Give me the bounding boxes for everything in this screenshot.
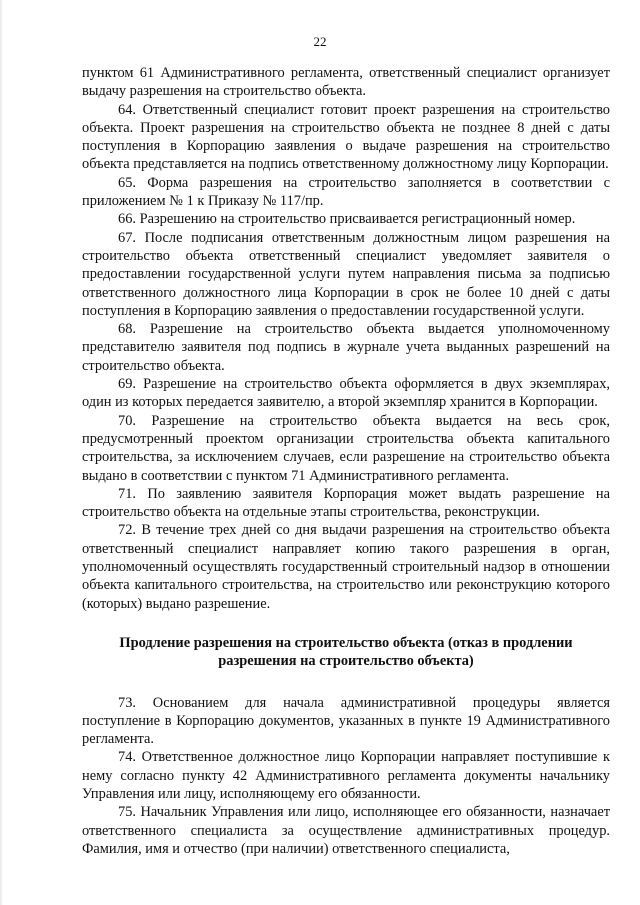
scan-edge <box>0 0 3 905</box>
section-title: Продление разрешения на строительство объекта (отказ в продлении разрешения на строительство объекта) <box>119 634 573 670</box>
paragraphs-top <box>82 64 610 613</box>
page-number: 22 <box>313 34 327 49</box>
paragraph-69: 69. Разрешение на строительство объекта оформляется в двух экземплярах, один из которых передается заявителю, а второй экземпляр хранится в Корпорации. <box>82 376 610 411</box>
paragraph-65: 65. Форма разрешения на строительство заполняется в соответствии с приложением № 1 к Приказу № 117/пр. <box>82 174 610 210</box>
paragraphs-bottom <box>82 694 610 859</box>
paragraph-74: 74. Ответственное должностное лицо Корпорации направляет поступившие к нему согласно пункту 42 Административного регламента документы начальнику Управления или лицу, исполняющему его обязанности. <box>82 749 610 802</box>
paragraph-66: 66. Разрешению на строительство присваивается регистрационный номер. <box>118 211 576 228</box>
paragraph-68: 68. Разрешение на строительство объекта выдается уполномоченному представителю заявителя под подпись в журнале учета выданных разрешений на строительство объекта. <box>82 321 610 374</box>
paragraph-72: 72. В течение трех дней со дня выдачи разрешения на строительство объекта ответственный специалист направляет копию такого разрешения в орган, уполномоченный осуществлять государственный строительный надзор в отношении объекта капитального строительства, на строительство или реконструкцию которого (которых) выдано разрешение. <box>82 522 610 612</box>
paragraph-75: 75. Начальник Управления или лицо, исполняющее его обязанности, назначает ответственного специалиста за осуществление административных процедур. Фамилия, имя и отчество (при наличии) ответственного специалиста, <box>82 804 610 857</box>
paragraph-70: 70. Разрешение на строительство объекта выдается на весь срок, предусмотренный проектом организации строительства объекта капитального строительства, за исключением случаев, если разрешение на строительство объекта выдано в соответствии с пунктом 71 Административного регламента. <box>82 412 610 484</box>
paragraph-64: 64. Ответственный специалист готовит проект разрешения на строительство объекта. Проект разрешения на строительство объекта не позднее 8 дней с даты поступления в Корпорацию заявления о выдаче разрешения на строительство объекта представляется на подпись ответственному должностному лицу Корпорации. <box>82 101 610 173</box>
document-body <box>82 64 610 858</box>
paragraph-71: 71. По заявлению заявителя Корпорация может выдать разрешение на строительство объекта на отдельные этапы строительства, реконструкции. <box>82 485 610 521</box>
paragraph-73: 73. Основанием для начала административной процедуры является поступление в Корпорацию документов, указанных в пункте 19 Административного регламента. <box>82 694 610 748</box>
paragraph-continuation: пунктом 61 Административного регламента, ответственный специалист организует выдачу разрешения на строительство объекта. <box>82 65 610 100</box>
paragraph-67: 67. После подписания ответственным должностным лицом разрешения на строительство объекта ответственный специалист уведомляет заявителя о предоставлении государственной услуги путем направления письма за подписью ответственного должностного лица Корпорации в срок не более 10 дней с даты поступления в Корпорацию заявления о предоставлении государственной услуги. <box>82 229 610 319</box>
